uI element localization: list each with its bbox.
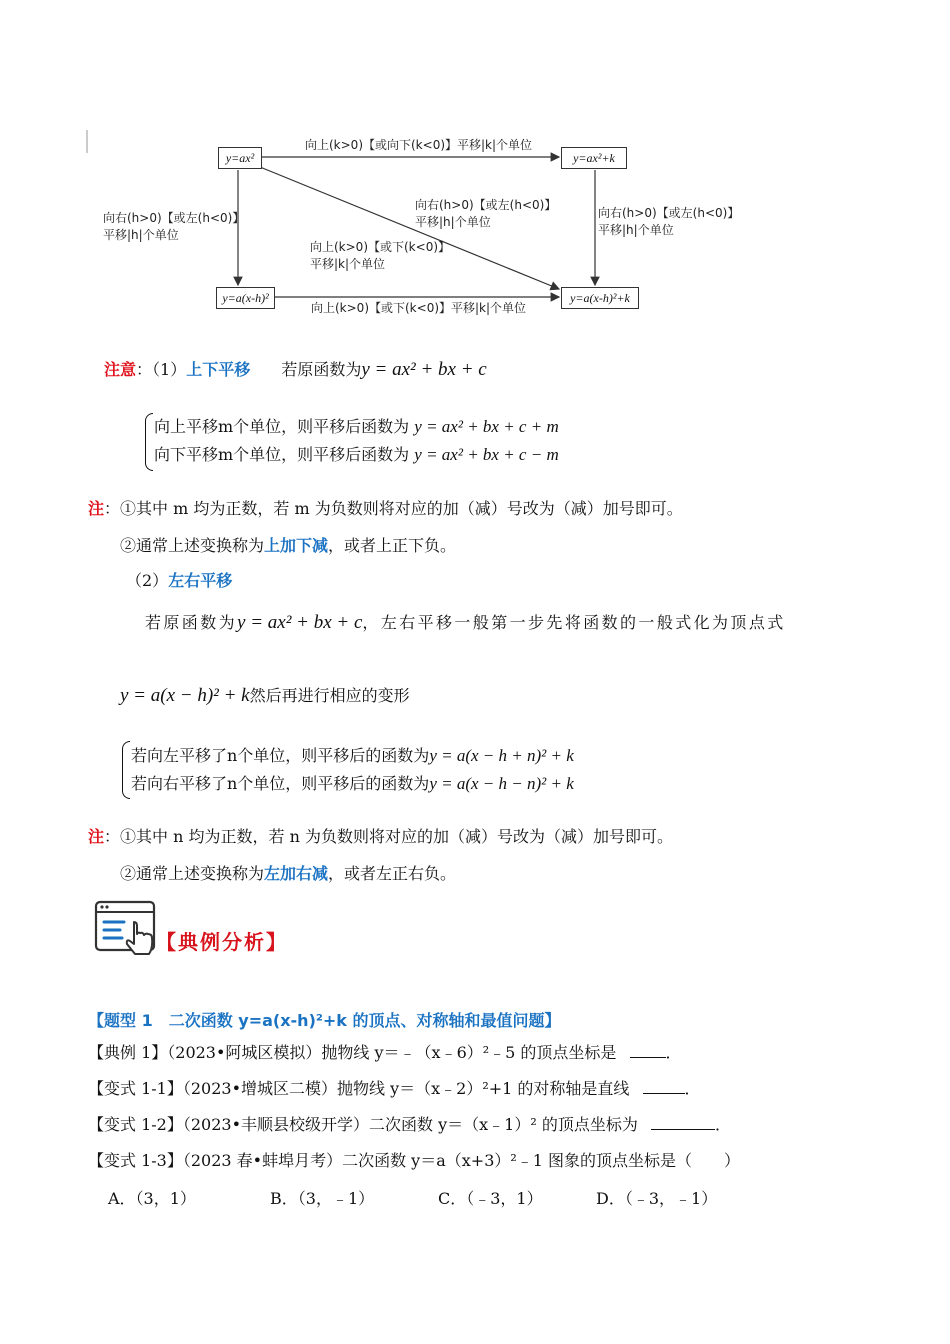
remark2-text: ：①其中 n 均为正数，若 n 为负数则将对应的加（减）号改为（减）加号即可。 (104, 827, 673, 846)
note1-down-line (154, 445, 559, 465)
note2-intro-line (145, 613, 786, 633)
note2-right-text: 若向右平移了n个单位，则平移后的函数为 (131, 774, 430, 793)
note2-num: （2） (126, 571, 169, 590)
note1-topic: 上下平移 (186, 360, 251, 379)
note2-rest: ，左右平移一般第一步先将函数的一般式化为顶点式 (362, 613, 786, 632)
remark2-line2-post: ，或者左正右负。 (328, 864, 457, 883)
note1-line (104, 360, 487, 380)
problem-2-period: ． (684, 1079, 701, 1098)
box-bottom-right: y=a(x-h)²+k (561, 287, 639, 309)
translation-diagram (85, 125, 745, 325)
note1-up-formula: y = ax² + bx + c + m (414, 417, 559, 436)
note2-left-line (131, 746, 574, 766)
problem-1-blank (630, 1043, 666, 1058)
label-diag-a-1: 向右(h>0)【或左(h<0)】 (415, 198, 557, 212)
problem-2-text: 【变式 1-1】（2023•增城区二模）抛物线 y＝（x﹣2）²+1 的对称轴是直线 (88, 1079, 630, 1098)
pointer-window-icon (92, 896, 162, 966)
note1-up-line (154, 417, 559, 437)
problem-3 (88, 1115, 731, 1135)
note1-intro: 若原函数为 (281, 360, 362, 379)
note2-vertex-line (120, 686, 410, 706)
problem-1-period: ． (665, 1043, 682, 1062)
box-top-right: y=ax²+k (561, 147, 627, 169)
problem-3-text: 【变式 1-2】（2023•丰顺县校级开学）二次函数 y＝（x﹣1）² 的顶点坐标为 (88, 1115, 638, 1134)
note2-right-line (131, 774, 574, 794)
problem-4-text: 【变式 1-3】（2023 春•蚌埠月考）二次函数 y＝a（x+3）²﹣1 图象的顶点坐标是（ ） (88, 1151, 741, 1170)
note2-vertex-formula: y = a(x − h)² + k (120, 685, 250, 706)
label-bottom: 向上(k>0)【或下(k<0)】平移|k|个单位 (311, 301, 527, 315)
problem-4 (88, 1151, 740, 1171)
note1-down-text: 向下平移m个单位，则平移后函数为 (154, 445, 410, 464)
remark1-line1 (88, 499, 683, 519)
remark1-keyword: 上加下减 (264, 536, 329, 555)
note2-heading (126, 571, 232, 591)
option-c: C．（﹣3，1） (438, 1189, 543, 1208)
box-top-left: y=ax² (218, 147, 262, 169)
problem-3-blank (651, 1115, 715, 1130)
note2-formula: y = ax² + bx + c (237, 612, 363, 633)
note1-prefix: 注意 (104, 360, 137, 379)
remark1-text: ：①其中 m 均为正数，若 m 为负数则将对应的加（减）号改为（减）加号即可。 (104, 499, 683, 518)
section-header (92, 896, 312, 968)
remark1-line2-post: ，或者上正下负。 (328, 536, 457, 555)
section-header-title: 【典例分析】 (156, 930, 288, 954)
remark1-label: 注 (88, 499, 105, 518)
problem-2 (88, 1079, 701, 1099)
note2-intro: 若原函数为 (145, 613, 238, 632)
note2-right-formula: y = a(x − h − n)² + k (429, 774, 574, 793)
remark1-line2 (120, 536, 456, 556)
arrow-diagonal (260, 167, 559, 289)
problem-4-options (108, 1189, 717, 1209)
remark2-label: 注 (88, 827, 105, 846)
problem-1 (88, 1043, 682, 1063)
note1-up-text: 向上平移m个单位，则平移后函数为 (154, 417, 410, 436)
option-b: B．（3，﹣1） (270, 1189, 375, 1208)
note1-brace (145, 413, 153, 471)
option-a: A．（3，1） (108, 1189, 196, 1208)
note1-formula: y = ax² + bx + c (361, 359, 487, 380)
remark2-line2-pre: ②通常上述变换称为 (120, 864, 265, 883)
remark2-keyword: 左加右减 (264, 864, 329, 883)
type1-title: 【题型 1 二次函数 y=a(x-h)²+k 的顶点、对称轴和最值问题】 (88, 1011, 561, 1030)
label-left-2: 平移|h|个单位 (103, 228, 179, 242)
note1-colon: ：（1） (136, 360, 187, 379)
note2-vertex-after: 然后再进行相应的变形 (249, 686, 410, 705)
label-right-2: 平移|h|个单位 (598, 223, 674, 237)
option-d: D．（﹣3，﹣1） (596, 1189, 718, 1208)
label-diag-b-2: 平移|k|个单位 (310, 257, 386, 271)
note1-down-formula: y = ax² + bx + c − m (414, 445, 559, 464)
problem-3-period: ． (714, 1115, 731, 1134)
problem-2-blank (643, 1079, 685, 1094)
label-top: 向上(k>0)【或向下(k<0)】平移|k|个单位 (305, 138, 533, 152)
label-right-1: 向右(h>0)【或左(h<0)】 (598, 206, 740, 220)
note2-topic: 左右平移 (168, 571, 233, 590)
remark1-line2-pre: ②通常上述变换称为 (120, 536, 265, 555)
problem-1-text: 【典例 1】（2023•阿城区模拟）抛物线 y＝﹣（x﹣6）²﹣5 的顶点坐标是 (88, 1043, 617, 1062)
note2-left-formula: y = a(x − h + n)² + k (429, 746, 574, 765)
note2-brace (122, 741, 130, 799)
label-diag-b-1: 向上(k>0)【或下(k<0)】 (310, 240, 451, 254)
box-bottom-left: y=a(x-h)² (216, 287, 275, 309)
label-left-1: 向右(h>0)【或左(h<0)】 (103, 211, 245, 225)
remark2-line2 (120, 864, 456, 884)
note2-left-text: 若向左平移了n个单位，则平移后的函数为 (131, 746, 430, 765)
remark2-line1 (88, 827, 673, 847)
label-diag-a-2: 平移|h|个单位 (415, 215, 491, 229)
